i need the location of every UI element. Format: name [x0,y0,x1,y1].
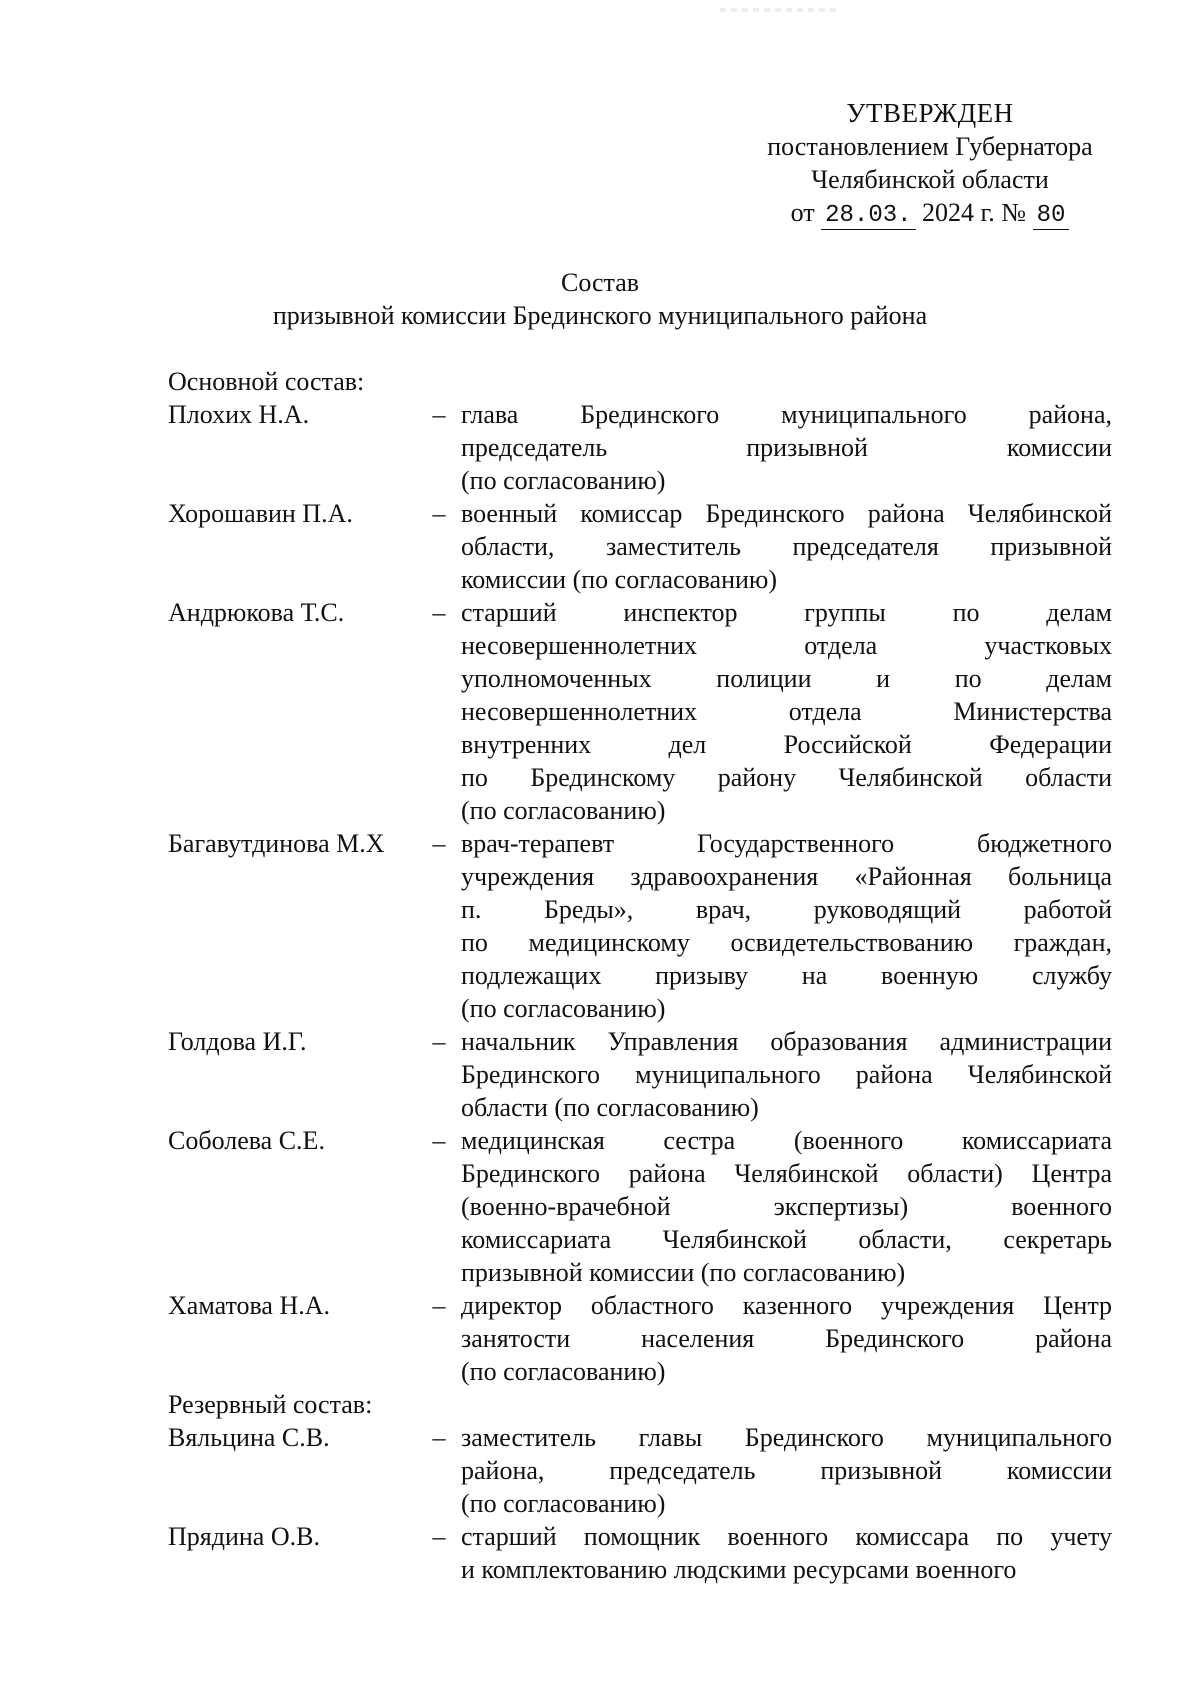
commission-members [168,365,1112,1586]
member-role [461,1025,1112,1124]
role-line: уполномоченных полиции и по делам [461,664,1112,693]
role-line: по медицинскому освидетельствованию граждан, [461,928,1112,957]
role-line: несовершеннолетних отдела участковых [461,631,1112,660]
date-suffix: 2024 г. № [922,198,1027,227]
approval-date-line [740,196,1120,230]
member-name: Плохих Н.А. [168,400,310,429]
role-line: (по согласованию) [461,796,666,825]
date-value: 28.03. [821,203,915,230]
role-line: военный комиссар Брединского района Челябинской [461,499,1112,528]
role-line: старший инспектор группы по делам [461,598,1112,627]
role-line: подлежащих призыву на военную службу [461,961,1112,990]
role-line: п. Бреды», врач, руководящий работой [461,895,1112,924]
reserve-member-list [168,1421,1112,1586]
role-line: глава Брединского муниципального района, [461,400,1112,429]
role-line: комиссии (по согласованию) [461,565,777,594]
member-dash: – [432,499,446,528]
member-role [461,497,1112,596]
member-role [461,596,1112,827]
member-row [168,497,1112,596]
member-name: Прядина О.В. [168,1522,320,1551]
member-role [461,827,1112,1025]
role-line: начальник Управления образования администрации [461,1027,1112,1056]
member-row [168,1025,1112,1124]
document-number: 80 [1033,203,1070,230]
member-name: Соболева С.Е. [168,1126,325,1155]
role-line: несовершеннолетних отдела Министерства [461,697,1112,726]
title-line-1: Состав [560,268,640,297]
member-row [168,1289,1112,1388]
role-line: заместитель главы Брединского муниципального [461,1423,1112,1452]
member-role [461,398,1112,497]
member-row [168,827,1112,1025]
role-line: области (по согласованию) [461,1093,759,1122]
member-dash: – [432,829,446,858]
role-line: Брединского района Челябинской области) Центра [461,1159,1112,1188]
member-role [461,1520,1112,1586]
role-line: старший помощник военного комиссара по учету [461,1522,1112,1551]
role-line: призывной комиссии (по согласованию) [461,1258,906,1287]
role-line: (по согласованию) [461,1489,666,1518]
reserve-section-label: Резервный состав: [168,1390,373,1419]
approval-line-2: Челябинской области [811,165,1049,194]
member-dash: – [432,1291,446,1320]
member-dash: – [432,1423,446,1452]
member-name: Хорошавин П.А. [168,499,353,528]
role-line: Брединского муниципального района Челябинской [461,1060,1112,1089]
member-row [168,1520,1112,1586]
member-role [461,1124,1112,1289]
approval-block [740,97,1120,230]
role-line: директор областного казенного учреждения Центр [461,1291,1112,1320]
member-dash: – [432,1027,446,1056]
member-row [168,596,1112,827]
member-name: Вяльцина С.В. [168,1423,330,1452]
member-dash: – [432,1126,446,1155]
role-line: председатель призывной комиссии [461,433,1112,462]
member-role [461,1289,1112,1388]
member-dash: – [432,400,446,429]
approval-line-1: постановлением Губернатора [767,132,1093,161]
scan-artifact [720,8,840,12]
member-role [461,1421,1112,1520]
role-line: (военно-врачебной экспертизы) военного [461,1192,1112,1221]
role-line: (по согласованию) [461,1357,666,1386]
member-name: Багавутдинова М.Х [168,829,385,858]
role-line: и комплектованию людскими ресурсами военного [461,1555,1017,1584]
member-name: Хаматова Н.А. [168,1291,331,1320]
role-line: врач-терапевт Государственного бюджетного [461,829,1112,858]
member-row [168,1124,1112,1289]
main-section-label: Основной состав: [168,367,365,396]
role-line: комиссариата Челябинской области, секретарь [461,1225,1112,1254]
main-member-list [168,398,1112,1388]
role-line: области, заместитель председателя призывной [461,532,1112,561]
member-dash: – [432,1522,446,1551]
role-line: по Брединскому району Челябинской области [461,763,1112,792]
approval-title: УТВЕРЖДЕН [846,98,1014,128]
member-name: Андрюкова Т.С. [168,598,345,627]
title-line-2: призывной комиссии Брединского муниципального района [272,301,928,330]
member-name: Голдова И.Г. [168,1027,307,1056]
role-line: учреждения здравоохранения «Районная больница [461,862,1112,891]
role-line: (по согласованию) [461,466,666,495]
role-line: внутренних дел Российской Федерации [461,730,1112,759]
role-line: занятости населения Брединского района [461,1324,1112,1353]
role-line: района, председатель призывной комиссии [461,1456,1112,1485]
member-dash: – [432,598,446,627]
document-title [0,266,1200,332]
date-prefix: от [790,198,815,227]
role-line: медицинская сестра (военного комиссариата [461,1126,1112,1155]
member-row [168,1421,1112,1520]
role-line: (по согласованию) [461,994,666,1023]
member-row [168,398,1112,497]
